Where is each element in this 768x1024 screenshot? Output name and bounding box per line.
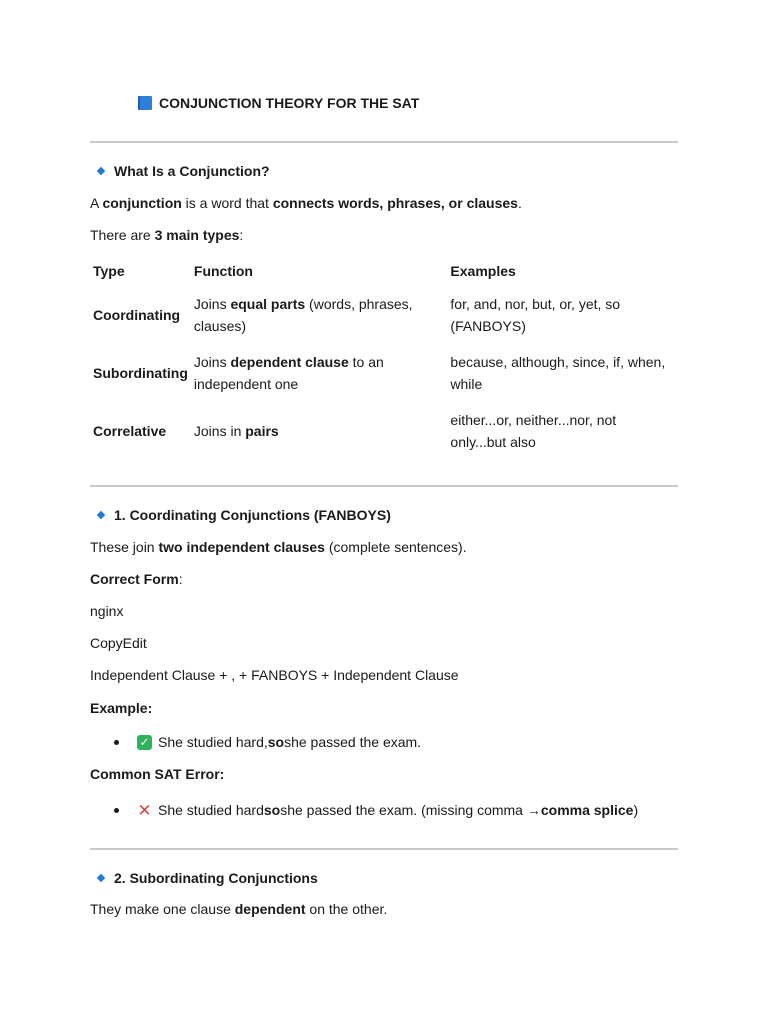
book-icon: [138, 95, 153, 111]
correct-form-label: Correct Form:: [90, 571, 183, 587]
bullet-dot: [114, 808, 119, 813]
table-header-type: Type: [93, 263, 125, 279]
example-bullet: ✓ She studied hard, so she passed the exam.: [114, 734, 421, 750]
diamond-icon: [97, 874, 105, 882]
code-language-label: nginx: [90, 603, 124, 619]
table-row: [90, 402, 678, 460]
subordinating-intro: They make one clause dependent on the other.: [90, 901, 388, 917]
table-cell-examples: for, and, nor, but, or, yet, so (FANBOYS): [450, 296, 621, 334]
table-cell-function: Joins dependent clause to an independent one: [193, 354, 384, 392]
table-cell-type: Subordinating: [93, 365, 188, 381]
document-title: CONJUNCTION THEORY FOR THE SAT: [159, 95, 420, 111]
section-heading-coordinating: 1. Coordinating Conjunctions (FANBOYS): [98, 507, 391, 523]
table-cell-function: Joins in pairs: [193, 423, 279, 439]
divider: [90, 848, 678, 850]
definition-paragraph: A conjunction is a word that connects words, phrases, or clauses.: [90, 195, 522, 211]
diamond-icon: [97, 511, 105, 519]
divider: [90, 485, 678, 487]
section-heading-intro: What Is a Conjunction?: [98, 163, 270, 179]
table-cell-type: Correlative: [93, 423, 167, 439]
example-label: Example:: [90, 700, 153, 716]
table-cell-function: Joins equal parts (words, phrases, clauses): [193, 296, 413, 334]
table-header-row: [90, 256, 678, 286]
formula-text: Independent Clause + , + FANBOYS + Independent Clause: [90, 667, 459, 683]
error-bullet: ✕ She studied hard so she passed the exam. (missing comma → comma splice ): [114, 802, 638, 818]
table-cell-examples: because, although, since, if, when, while: [450, 354, 666, 392]
table-row: [90, 344, 678, 402]
types-paragraph: There are 3 main types:: [90, 227, 244, 243]
common-error-label: Common SAT Error:: [90, 766, 225, 782]
bullet-dot: [114, 740, 119, 745]
cross-mark-icon: ✕: [137, 800, 152, 820]
table-row: [90, 286, 678, 344]
section-heading-subordinating: 2. Subordinating Conjunctions: [98, 870, 318, 886]
conjunction-types-table: [90, 256, 678, 460]
diamond-icon: [97, 167, 105, 175]
check-mark-icon: ✓: [137, 735, 152, 750]
table-header-examples: Examples: [450, 263, 516, 279]
table-header-function: Function: [193, 263, 253, 279]
copy-edit-button[interactable]: CopyEdit: [90, 635, 147, 651]
coordinating-intro: These join two independent clauses (complete sentences).: [90, 539, 467, 555]
title-row: [138, 95, 419, 111]
table-cell-examples: either...or, neither...nor, not only...but also: [450, 412, 617, 450]
table-cell-type: Coordinating: [93, 307, 181, 323]
divider: [90, 141, 678, 143]
